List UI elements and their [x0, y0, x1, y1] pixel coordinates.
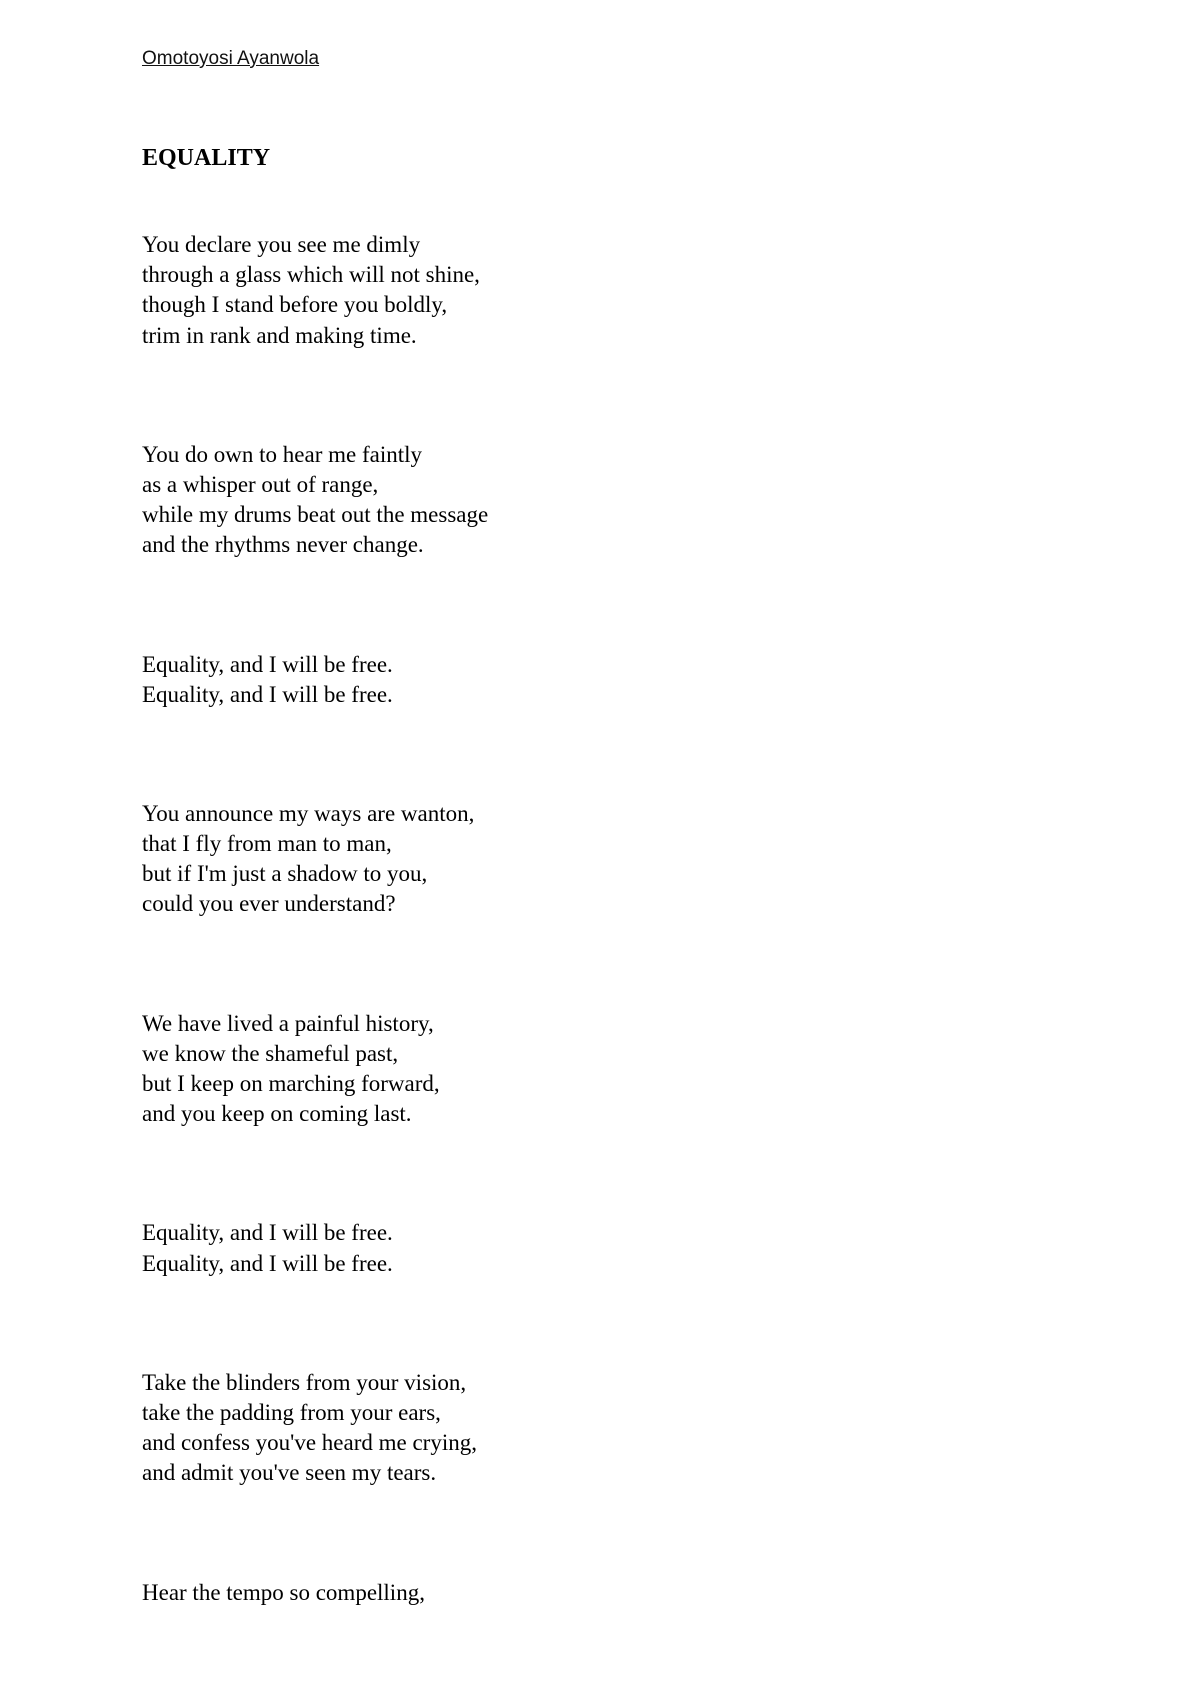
- refrain-1: [142, 650, 742, 710]
- poem-line: could you ever understand?: [142, 891, 396, 917]
- poem-line: You announce my ways are wanton,: [142, 800, 475, 826]
- stanza-2: [142, 440, 742, 561]
- poem-line: and admit you've seen my tears.: [142, 1460, 437, 1486]
- poem-title: EQUALITY: [142, 145, 271, 171]
- stanza-1: [142, 230, 742, 351]
- poem-line: and the rhythms never change.: [142, 532, 424, 558]
- stanza-3: [142, 799, 742, 920]
- poem-line: Take the blinders from your vision,: [142, 1369, 467, 1395]
- poem-line: Hear the tempo so compelling,: [142, 1579, 425, 1605]
- poem-line: Equality, and I will be free.: [142, 651, 393, 677]
- poem-line: You do own to hear me faintly: [142, 441, 423, 467]
- poem-line: we know the shameful past,: [142, 1040, 399, 1066]
- poem-line: as a whisper out of range,: [142, 471, 379, 497]
- stanza-5: [142, 1368, 742, 1489]
- poem-line: and you keep on coming last.: [142, 1101, 412, 1127]
- poem-line: though I stand before you boldly,: [142, 292, 448, 318]
- poem-body: [142, 230, 742, 1697]
- poem-line: trim in rank and making time.: [142, 322, 417, 348]
- poem-line: but if I'm just a shadow to you,: [142, 861, 428, 887]
- poem-line: take the padding from your ears,: [142, 1399, 441, 1425]
- author-name: Omotoyosi Ayanwola: [142, 48, 320, 69]
- poem-line: Equality, and I will be free.: [142, 1220, 393, 1246]
- poem-line: that I fly from man to man,: [142, 831, 392, 857]
- stanza-6: [142, 1578, 742, 1608]
- stanza-4: [142, 1009, 742, 1130]
- poem-line: through a glass which will not shine,: [142, 262, 480, 288]
- poem-line: and confess you've heard me crying,: [142, 1430, 477, 1456]
- refrain-2: [142, 1218, 742, 1278]
- poem-line: Equality, and I will be free.: [142, 681, 393, 707]
- poem-line: You declare you see me dimly: [142, 232, 421, 257]
- poem-line: Equality, and I will be free.: [142, 1250, 393, 1276]
- poem-line: while my drums beat out the message: [142, 502, 489, 528]
- poem-line: but I keep on marching forward,: [142, 1071, 440, 1096]
- poem-line: We have lived a painful history,: [142, 1010, 434, 1036]
